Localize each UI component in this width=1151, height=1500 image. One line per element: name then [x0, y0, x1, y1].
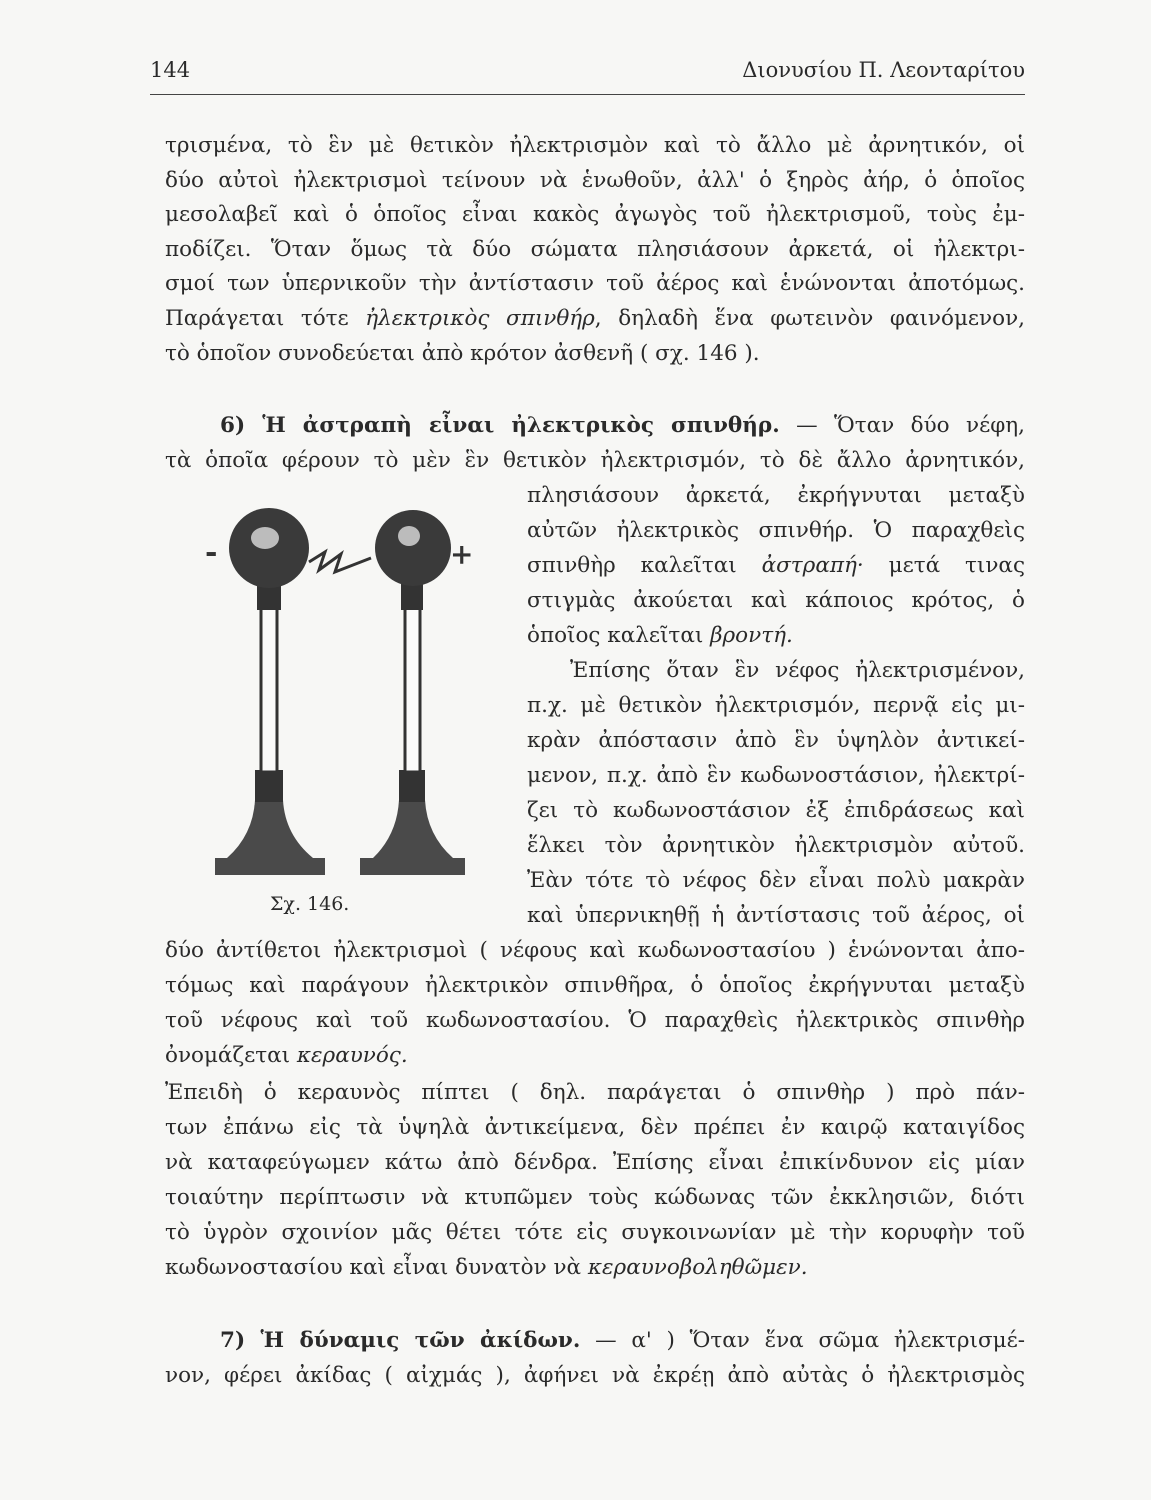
text-run: νον, φέρει ἀκίδας ( αἰχμάς ), ἀφήνει νὰ ἐκρέῃ ἀπὸ αὐτὰς ὁ ἠλεκτρισμὸς [165, 1363, 1025, 1388]
text-run: δύο αὐτοὶ ἠλεκτρισμοὶ τείνουν νὰ ἑνωθοῦν, ἀλλ' ὁ ξηρὸς ἀήρ, ὁ ὁποῖος [165, 168, 1025, 193]
text-line [165, 1361, 1025, 1391]
text-line [527, 621, 1025, 651]
text-run: καὶ ὑπερνικηθῇ ἡ ἀντίστασις τοῦ ἀέρος, οἱ [527, 903, 1025, 928]
text-line [527, 796, 1025, 826]
text-run: ἕλκει τὸν ἀρνητικὸν ἠλεκτρισμὸν αὐτοῦ. [527, 833, 1025, 858]
text-run: ποδίζει. Ὅταν ὅμως τὰ δύο σώματα πλησιάσουν ἀρκετά, οἱ ἠλεκτρι- [165, 237, 1025, 262]
text-line [165, 131, 1025, 161]
text-run: τρισμένα, τὸ ἓν μὲ θετικὸν ἠλεκτρισμὸν καὶ τὸ ἄλλο μὲ ἀρνητικόν, οἱ [165, 133, 1025, 158]
emphasized-term: κεραυνοβοληθῶμεν. [587, 1255, 808, 1280]
text-line [165, 1041, 1025, 1071]
text-run: τόμως καὶ παράγουν ἠλεκτρικὸν σπινθῆρα, ὁ ὁποῖος ἐκρήγνυται μεταξὺ [165, 973, 1025, 998]
text-run: Ἐπειδὴ ὁ κεραυνὸς πίπτει ( δηλ. παράγεται ὁ σπινθὴρ ) πρὸ πάν- [165, 1080, 1025, 1105]
text-run: — α' ) Ὅταν ἕνα σῶμα ἠλεκτρισμέ- [580, 1328, 1025, 1353]
text-line [527, 726, 1025, 756]
spark-icon [309, 552, 371, 572]
text-line [165, 269, 1025, 299]
figure-146-spark-illustration [195, 490, 495, 890]
text-line [527, 831, 1025, 861]
text-line [165, 1113, 1025, 1143]
text-line [527, 586, 1025, 616]
text-line [165, 339, 1025, 369]
text-line [527, 656, 1025, 686]
text-run: σμοί των ὑπερνικοῦν τὴν ἀντίστασιν τοῦ ἀέρος καὶ ἑνώνονται ἀποτόμως. [165, 271, 1025, 296]
text-line [527, 901, 1025, 931]
text-run: ὀνομάζεται [165, 1043, 297, 1068]
text-line [527, 866, 1025, 896]
text-run: ζει τὸ κωδωνοστάσιον ἐξ ἐπιδράσεως καὶ [527, 798, 1025, 823]
text-line [165, 166, 1025, 196]
text-run: τὸ ὁποῖον συνοδεύεται ἀπὸ κρότον ἀσθενῆ ( σχ. 146 ). [165, 341, 760, 366]
text-line [165, 1253, 1025, 1283]
text-run: σπινθὴρ καλεῖται [527, 553, 762, 578]
text-line [165, 1183, 1025, 1213]
emphasized-term: βροντή. [710, 623, 793, 648]
running-title: Διονυσίου Π. Λεονταρίτου [742, 58, 1025, 82]
text-line [165, 446, 1025, 476]
text-line [165, 1218, 1025, 1248]
emphasized-term: κεραυνός. [296, 1043, 408, 1068]
text-run: τὰ ὁποῖα φέρουν τὸ μὲν ἓν θετικὸν ἠλεκτρισμόν, τὸ δὲ ἄλλο ἀρνητικόν, [165, 448, 1025, 473]
text-line [165, 411, 1025, 441]
text-run: μεσολαβεῖ καὶ ὁ ὁποῖος εἶναι κακὸς ἀγωγὸς τοῦ ἠλεκτρισμοῦ, τοὺς ἐμ- [165, 202, 1025, 227]
text-run: κρὰν ἀπόστασιν ἀπὸ ἓν ὑψηλὸν ἀντικεί- [527, 728, 1025, 753]
text-run: τὸ ὑγρὸν σχοινίον μᾶς θέτει τότε εἰς συγκοινωνίαν μὲ τὴν κορυφὴν τοῦ [165, 1220, 1025, 1245]
section-heading: 6) Ἡ ἀστραπὴ εἶναι ἠλεκτρικὸς σπινθήρ. [220, 413, 780, 438]
plus-label: + [450, 538, 474, 571]
text-run: ὁποῖος καλεῖται [527, 623, 711, 648]
text-run: π.χ. μὲ θετικὸν ἠλεκτρισμόν, περνᾷ εἰς μι- [527, 693, 1025, 718]
text-run: των ἐπάνω εἰς τὰ ὑψηλὰ ἀντικείμενα, δὲν πρέπει ἐν καιρῷ καταιγίδος [165, 1115, 1025, 1140]
text-run: , δηλαδὴ ἕνα φωτεινὸν φαινόμενον, [594, 306, 1025, 331]
text-line [165, 971, 1025, 1001]
text-line [165, 1326, 1025, 1356]
text-line [165, 1006, 1025, 1036]
text-run: τοιαύτην περίπτωσιν νὰ κτυπῶμεν τοὺς κώδωνας τῶν ἐκκλησιῶν, διότι [165, 1185, 1025, 1210]
header-rule [150, 94, 1025, 95]
text-run: — Ὅταν δύο νέφη, [779, 413, 1025, 438]
text-line [165, 1148, 1025, 1178]
text-run: Ἐπίσης ὅταν ἓν νέφος ἠλεκτρισμένον, [570, 658, 1025, 683]
text-run: μενον, π.χ. ἀπὸ ἓν κωδωνοστάσιον, ἠλεκτρί- [527, 763, 1025, 788]
text-line [165, 1078, 1025, 1108]
text-line [165, 304, 1025, 334]
text-run: στιγμὰς ἀκούεται καὶ κάποιος κρότος, ὁ [527, 588, 1025, 613]
text-run: δύο ἀντίθετοι ἠλεκτρισμοὶ ( νέφους καὶ κωδωνοστασίου ) ἑνώνονται ἀπο- [165, 938, 1025, 963]
page-number: 144 [150, 58, 191, 82]
left-stand [215, 508, 325, 875]
text-run: αὐτῶν ἠλεκτρικὸς σπινθήρ. Ὁ παραχθεὶς [527, 518, 1025, 543]
text-line [527, 551, 1025, 581]
minus-label: - [205, 535, 218, 570]
text-line [165, 936, 1025, 966]
section-heading: 7) Ἡ δύναμις τῶν ἀκίδων. [220, 1328, 581, 1353]
figure-caption: Σχ. 146. [270, 893, 350, 915]
text-run: Ἐὰν τότε τὸ νέφος δὲν εἶναι πολὺ μακρὰν [527, 868, 1025, 893]
emphasized-term: ἠλεκτρικὸς σπινθήρ [365, 306, 595, 331]
text-line [165, 200, 1025, 230]
text-line [527, 481, 1025, 511]
text-run: μετά τινας [863, 553, 1025, 578]
text-line [527, 761, 1025, 791]
text-line [165, 235, 1025, 265]
text-line [527, 516, 1025, 546]
text-run: Παράγεται τότε [165, 306, 366, 331]
text-run: πλησιάσουν ἀρκετά, ἐκρήγνυται μεταξὺ [527, 483, 1025, 508]
text-run: νὰ καταφεύγωμεν κάτω ἀπὸ δένδρα. Ἐπίσης εἶναι ἐπικίνδυνον εἰς μίαν [165, 1150, 1025, 1175]
emphasized-term: ἀστραπή· [761, 553, 864, 578]
text-line [527, 691, 1025, 721]
text-run: τοῦ νέφους καὶ τοῦ κωδωνοστασίου. Ὁ παραχθεὶς ἠλεκτρικὸς σπινθὴρ [165, 1008, 1025, 1033]
text-run: κωδωνοστασίου καὶ εἶναι δυνατὸν νὰ [165, 1255, 588, 1280]
